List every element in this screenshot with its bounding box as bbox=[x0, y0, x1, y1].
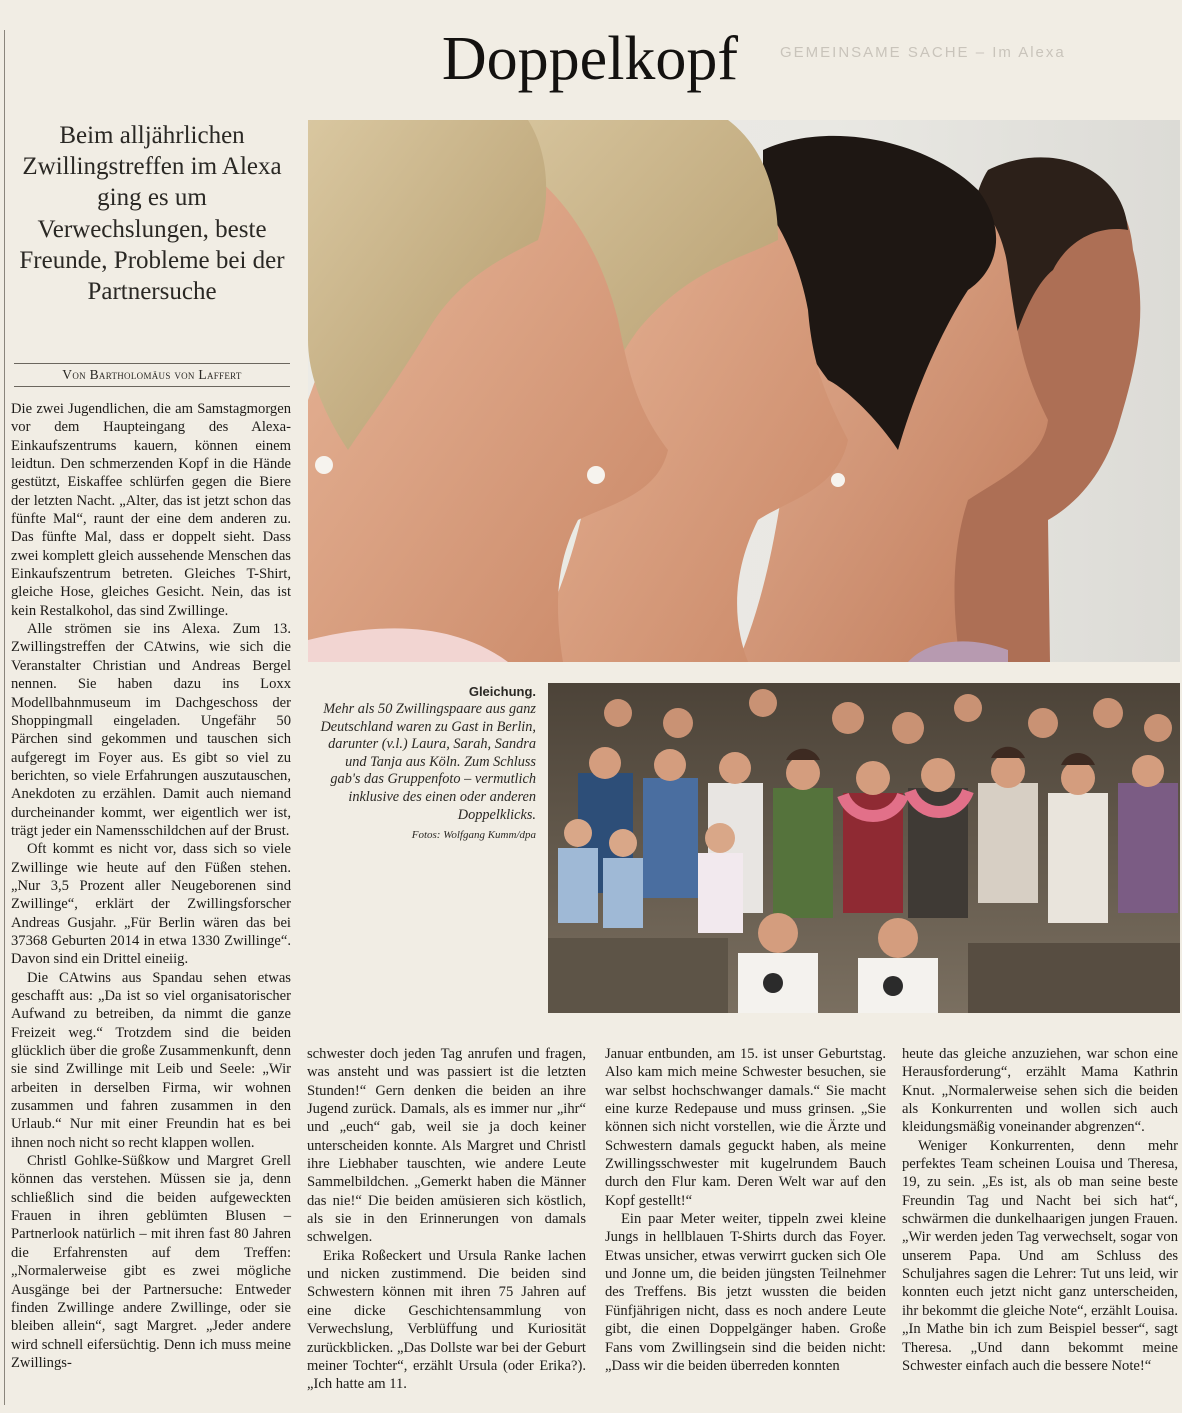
paragraph: Erika Roßeckert und Ursula Ranke lachen und nicken zustimmend. Die beiden sind Schwestern können mit ihren 75 Jahren auf eine dicke Geschichtensammlung von Verwechslung, Verblüffung und Kuriosität zurückblicken. „Das Dollste war bei der Geburt meiner Tochter“, erzählt Ursula (oder Erika?). „Ich hatte am 11. bbox=[307, 1247, 586, 1393]
paragraph: Christl Gohlke-Süßkow und Margret Grell können das verstehen. Müssen sie ja, denn schließlich sind die beiden aufgeweckten Frauen in ihren geblümten Blusen – Partnerlook natürlich – mit ihren fast 80 Jahren die Erfahrensten auf dem Treffen: „Normalerweise gibt es zwei mögliche Ausgänge bei der Partnersuche: Entweder finden Zwillinge andere Zwillinge, oder sie bleiben allein“, sagt Margret. „Jeder andere wird schnell eifersüchtig. Denn ich muss meine Zwillings- bbox=[11, 1153, 291, 1371]
paragraph: Oft kommt es nicht vor, dass sich so viele Zwillinge wie heute auf den Füßen stehen. „Nur 3,5 Prozent aller Neugeborenen sind Zwillinge“, erklärt der Zwillingsforscher Andreas Gusjahr. „Für Berlin wären das bei 37368 Geburten 2014 in etwa 1330 Zwillinge“. Davon sind ein Drittel eineiig. bbox=[11, 841, 291, 968]
byline-rule bbox=[14, 386, 290, 387]
caption-title: Gleichung. bbox=[468, 684, 536, 699]
article-column-1 bbox=[11, 400, 291, 1372]
paragraph: Ein paar Meter weiter, tippeln zwei kleine Jungs in hellblauen T-Shirts durch das Foyer. Etwas unsicher, etwas verwirrt gucken sich Ole und Jonne um, die beiden jüngsten Teilnehmer des Treffens. Bis jetzt wussten die beiden Fünfjährigen nicht, dass es noch andere Leute gibt, die einen Doppelgänger haben. Große Fans vom Zwillingsein sind die beiden nicht: „Dass wir die beiden überreden konnten bbox=[605, 1211, 886, 1374]
column-rule bbox=[4, 30, 5, 1405]
background-print: GEMEINSAME SACHE – Im Alexa bbox=[780, 44, 1066, 61]
paragraph: Weniger Konkurrenten, denn mehr perfektes Team scheinen Louisa und Theresa, 19, zu sein. „Es ist, als ob man seine beste Freundin Tag und Nacht bei sich hat“, schwärmen die dunkelhaarigen jungen Frauen. „Wir werden jeden Tag verwechselt, sogar von unserem Papa. Und am Schluss des Schuljahres sagen die Lehrer: Tut uns leid, wir konnten euch jetzt nicht ganz unterscheiden, ihr bekommt die gleiche Note“, erzählt Louisa. „In Mathe bin ich zum Beispiel besser“, sagt Theresa. „Und dann bekommt meine Schwester einfach auch die bessere Note!“ bbox=[902, 1137, 1178, 1374]
byline-text: Von Bartholomäus von Laffert bbox=[62, 367, 242, 382]
subheadline: Beim alljährlichen Zwillingstreffen im Alexa ging es um Verwechslungen, beste Freunde, Probleme bei der Partnersuche bbox=[19, 122, 285, 306]
headline: Doppelkopf bbox=[441, 25, 739, 93]
caption-text: Mehr als 50 Zwillingspaare aus ganz Deutschland waren zu Gast in Berlin, darunter (v.l.) Laura, Sarah, Sandra und Tanja aus Köln. Zum Schluss gab's das Gruppenfoto – vermutlich inklusive des einen oder anderen Doppelklicks. bbox=[320, 701, 536, 823]
byline bbox=[14, 366, 290, 384]
photo-caption bbox=[312, 683, 536, 845]
paragraph: schwester doch jeden Tag anrufen und fragen, was ansteht und was passiert ist die letzten Stunden!“ Gern denken die beiden an ihre Jugend zurück. Damals, als es immer nur „ihr“ und „euch“ gab, weil sie ja doch keiner unterscheiden konnte. Als Margret und Christl ihre Liebhaber tauschten, wie andere Leute Sammelbildchen. „Gemerkt haben die Männer das nie!“ Die beiden amüsieren sich köstlich, als sie in den Erinnerungen von damals schwelgen. bbox=[307, 1046, 586, 1246]
paragraph: Alle strömen sie ins Alexa. Zum 13. Zwillingstreffen der CAtwins, wie sich die Veranstalter Christian und Andreas Bergel nennen. Sie haben dazu ins Loxx Modellbahnmuseum im Dachgeschoss der Shoppingmall eingeladen. Ungefähr 50 Pärchen sind gekommen und tauschen sich aufgeregt im Foyer aus. Es gibt so viel zu berichten, so viele Erfahrungen auszutauschen, Anekdoten zu erzählen. Damit auch niemand durcheinander kommt, wer eigentlich wer ist, trägt jeder ein Namensschildchen auf der Brust. bbox=[11, 621, 291, 839]
paragraph: Die zwei Jugendlichen, die am Samstagmorgen vor dem Haupteingang des Alexa-Einkaufszentrums kauern, können einem leidtun. Den schmerzenden Kopf in die Hände gestützt, Eiskaffee schlürfen gegen die Biere der letzten Nacht. „Alter, das ist jetzt schon das fünfte Mal“, raunt der eine dem anderen zu. Das fünfte Mal, dass er doppelt sieht. Dass zwei komplett gleich aussehende Menschen das Einkaufszentrum betreten. Gleiches T-Shirt, gleiche Hose, gleiches Gesicht. Nein, das ist kein Restalkohol, das sind Zwillinge. bbox=[11, 401, 291, 619]
paragraph: heute das gleiche anzuziehen, war schon eine Herausforderung“, erzählt Mama Kathrin Knut. „Normalerweise sehen sich die beiden als Konkurrenten und wollen sich auch kleidungsmäßig voneinander abgrenzen“. bbox=[902, 1046, 1178, 1136]
group-photo bbox=[548, 683, 1180, 1013]
paragraph: Januar entbunden, am 15. ist unser Geburtstag. Also kam mich meine Schwester besuchen, sie war selbst hochschwanger damals.“ Sie macht eine kurze Redepause und muss grinsen. „Sie können sich nicht vorstellen, wie die Ärzte und Schwestern damals geguckt haben, als meine Zwillingsschwester mit kugelrundem Bauch durch den Flur kam. Deren Welt war auf den Kopf gestellt!“ bbox=[605, 1046, 886, 1209]
article-column-3 bbox=[605, 1045, 886, 1375]
article-column-4 bbox=[902, 1045, 1178, 1375]
portrait-photo bbox=[308, 120, 1180, 662]
byline-rule bbox=[14, 363, 290, 364]
article-column-2 bbox=[307, 1045, 586, 1394]
photo-credit: Fotos: Wolfgang Kumm/dpa bbox=[411, 829, 536, 842]
paragraph: Die CAtwins aus Spandau sehen etwas geschafft aus: „Da ist so viel organisatorischer Aufwand zu betreiben, da nimmt die ganze Freizeit weg.“ Trotzdem sind die beiden glücklich über die große Zusammenkunft, denn sie sind Zwillinge mit Leib und Seele: „Wir arbeiten in derselben Firma, wir wohnen zusammen und fahren zusammen in den Urlaub.“ Nur mit einer Freundin hat es bei ihnen noch nicht so recht klappen wollen. bbox=[11, 969, 291, 1151]
